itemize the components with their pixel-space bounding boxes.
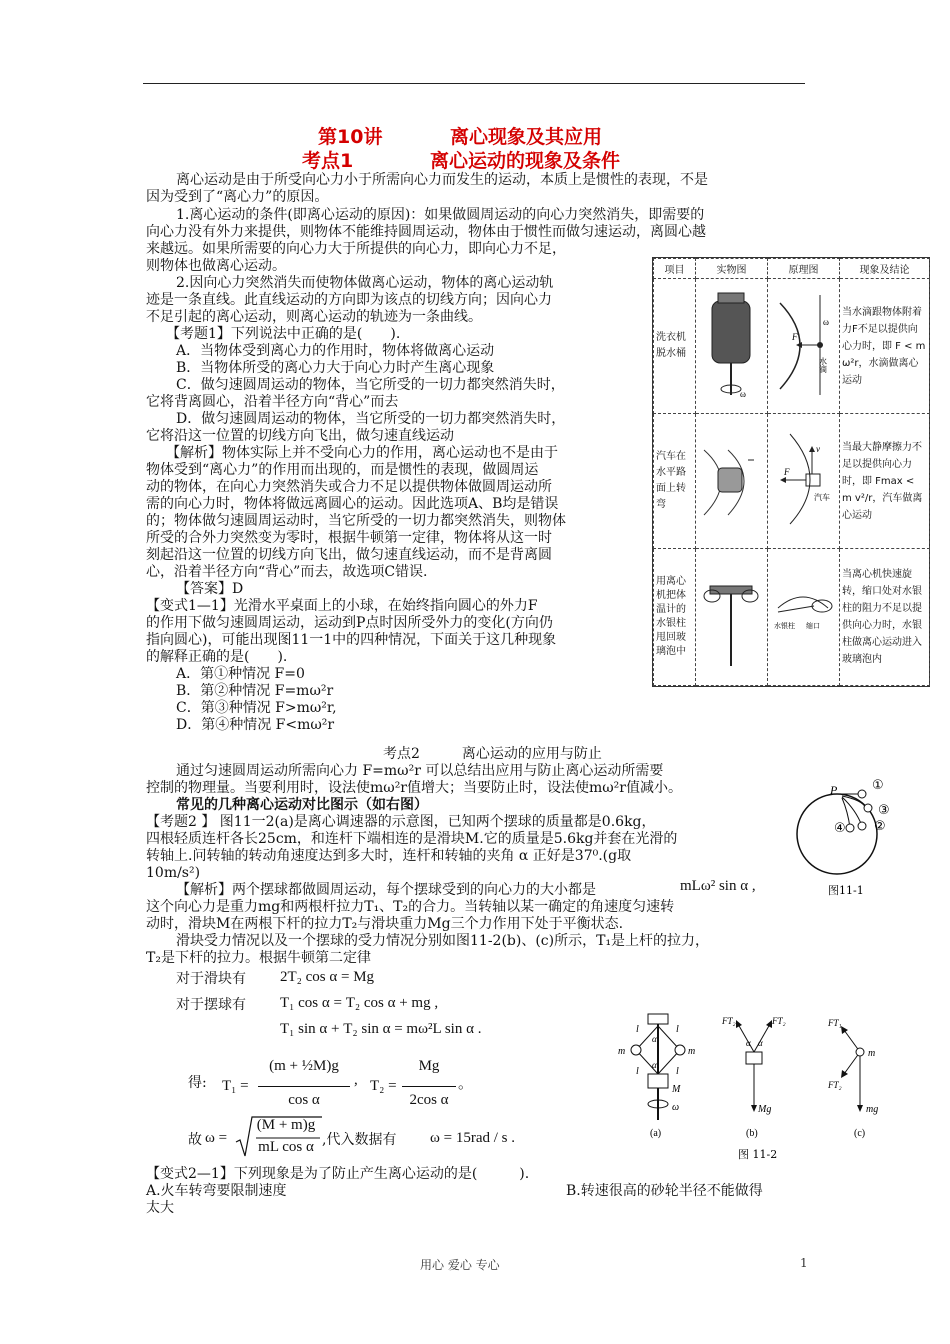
fig112-alpha-2: α	[652, 1060, 657, 1070]
row1-force-label: F	[792, 331, 798, 342]
row1-omega-label: ω	[740, 388, 746, 399]
fig112-b-Mg: Mg	[758, 1104, 772, 1115]
text-line: 物体受到“离心力”的作用而出现的，而是惯性的表现，做圆周运	[146, 462, 539, 478]
car-turn-drawing	[698, 420, 764, 540]
text-line: 的解释正确的是( ).	[146, 649, 288, 665]
section-title: 离心运动的现象及条件	[430, 150, 621, 172]
text-line: 动时，滑块M在两根下杆的拉力T₂与滑块重力Mg三个力作用下处于平衡状态.	[146, 916, 624, 932]
text-line: 对于摆球有	[176, 997, 246, 1013]
washing-drum-drawing	[698, 285, 764, 405]
row2-force-label: F	[784, 466, 790, 477]
text-line: 【考题2 】 图11一2(a)是离心调速器的示意图，已知两个摆球的质量都是0.6kg，	[146, 814, 656, 830]
fig112-l4: l	[676, 1066, 679, 1077]
figure-11-2	[606, 1012, 906, 1162]
formula-t2-num: Mg	[418, 1058, 440, 1074]
text-line: B．当物体所受的离心力大于向心力时产生离心现象	[176, 360, 495, 376]
table-row2-photo	[696, 414, 768, 549]
footer-text: 用心 爱心 专心	[420, 1258, 500, 1272]
page-number: 1	[800, 1256, 808, 1270]
text-line: 常见的几种离心运动对比图示（如右图）	[176, 797, 428, 813]
text-line: 的作用下做匀速圆周运动，运动到P点时因所受外力的变化(方向仍	[146, 615, 553, 631]
text-line: 1.离心运动的条件(即离心运动的原因)：如果做圆周运动的向心力突然消失，即需要的	[176, 207, 705, 223]
text-line: 转轴上.问转轴的转动角速度达到多大时，连杆和转轴的夹角 α 正好是37⁰.(g取	[146, 848, 632, 864]
formula-t1-bar	[258, 1086, 350, 1087]
text-line: A．当物体受到离心力的作用时，物体将做离心运动	[176, 343, 495, 359]
table-row2-item: 汽车在水平路面上转弯	[654, 414, 696, 549]
table-row3-photo	[696, 549, 768, 686]
text-line: T₂是下杆的拉力。根据牛顿第二定律	[146, 950, 371, 966]
text-line: 得:	[188, 1075, 207, 1091]
text-line: 故	[188, 1132, 202, 1148]
text-line: 指向圆心)，可能出现图11一1中的四种情况，下面关于这几种现象	[146, 632, 557, 648]
fig112-c-ft1: FT₁	[828, 1018, 842, 1028]
formula-sep: ,	[354, 1072, 358, 1088]
washing-drum-principle	[770, 285, 836, 405]
table-row1-item: 洗衣机脱水桶	[654, 279, 696, 414]
row3-neck-label: 缩口	[806, 621, 820, 630]
text-line: A．第①种情况 F=0	[176, 666, 305, 682]
text-line: C．第③种情况 F>mω²r,	[176, 700, 337, 716]
text-line: 【解析】物体实际上并不受向心力的作用，离心运动也不是由于	[166, 445, 558, 461]
fig112-M: M	[672, 1084, 681, 1095]
formula-t1-lhs: T₁ =	[222, 1078, 249, 1094]
table-row2-conclusion: 当最大静摩擦力不足以提供向心力时，即 Fmax < m v²/r，汽车做离心运动	[840, 414, 930, 549]
text-line: 太大	[146, 1200, 174, 1216]
text-line: 因为受到了“离心力”的原因。	[146, 189, 329, 205]
lecture-title: 离心现象及其应用	[450, 126, 603, 148]
formula-t1-num: (m + ½M)g	[269, 1058, 339, 1074]
table-row3-conclusion: 当离心机快速旋转，缩口处对水银柱的阻力不足以提供向心力时，水银柱做离心运动进入玻璃泡内	[840, 549, 930, 686]
table-row3-principle	[768, 549, 840, 686]
text-line: 迹是一条直线。此直线运动的方向即为该点的切线方向；因向心力	[146, 292, 552, 308]
table-row1-photo	[696, 279, 768, 414]
text-line: 四根轻质连杆各长25cm，和连杆下端相连的是滑块M.它的质量是5.6kg并套在光滑的	[146, 831, 678, 847]
text-line: 滑块受力情况以及一个摆球的受力情况分别如图11-2(b)、(c)所示，T₁是上杆的拉力，	[176, 933, 710, 949]
fig112-l2: l	[676, 1024, 679, 1035]
fig112-c-mg: mg	[866, 1104, 879, 1115]
lecture-number: 第10讲	[318, 126, 383, 148]
text-line: 所受的合外力突然变为零时，根据牛顿第一定律，物体将从这一时	[146, 530, 552, 546]
section-number: 考点1	[302, 150, 354, 172]
fig111-label-3: ③	[878, 803, 890, 818]
fig112-a: (a)	[650, 1128, 662, 1139]
text-line: 这个向心力是重力mg和两根杆拉力T₁、T₂的合力。当转轴以某一确定的角速度匀速转	[146, 899, 675, 915]
fig111-caption: 图11-1	[828, 884, 864, 897]
fig112-l3: l	[636, 1066, 639, 1077]
header-rule	[143, 83, 805, 84]
formula-t2-den: 2cos α	[409, 1092, 449, 1108]
centrifuge-principle	[770, 556, 836, 676]
table-header-conclusion: 现象及结论	[840, 259, 930, 279]
fig111-label-1: ①	[872, 778, 884, 793]
row2-car-label: 汽车	[814, 492, 830, 502]
fig112-b-ft2-left: FT₂	[722, 1016, 736, 1026]
text-line: 【考题1】下列说法中正确的是( ).	[166, 326, 401, 342]
table-header-item: 项目	[654, 259, 696, 279]
fig112-alpha-1: α	[652, 1034, 657, 1044]
formula-t1-den: cos α	[288, 1092, 320, 1108]
fig112-m-left: m	[618, 1046, 626, 1057]
text-line: 【解析】两个摆球都做圆周运动，每个摆球受到的向心力的大小都是	[176, 882, 596, 898]
fig112-b-ft2-right: FT₂	[772, 1016, 786, 1026]
text-line: 向心力没有外力来提供，则物体不能维持圆周运动，物体由于惯性而做匀速运动，离圆心越	[146, 224, 706, 240]
fig112-c-ft2: FT₂	[828, 1080, 842, 1090]
text-line: 【变式1—1】光滑水平桌面上的小球，在始终指向圆心的外力F	[146, 598, 538, 614]
text-line: 的；物体做匀速圆周运动时，当它所受的一切力都突然消失，则物体	[146, 513, 566, 529]
text-line: 来越远。如果所需要的向心力大于所提供的向心力，即向心力不足，	[146, 241, 566, 257]
text-line: 【变式2—1】下列现象是为了防止产生离心运动的是( ).	[146, 1166, 530, 1182]
fig111-label-4: ④	[834, 821, 846, 836]
formula-end: 。	[458, 1076, 474, 1092]
row1-water-label: 水滴	[818, 356, 828, 373]
row1-omega-label-2: ω	[823, 316, 829, 327]
formula-ball-2: T₁ sin α + T₂ sin α = mω²L sin α .	[280, 1021, 482, 1037]
text-line: 通过匀速圆周运动所需向心力 F=mω²r 可以总结出应用与防止离心运动所需要	[176, 763, 664, 779]
fig111-label-2: ②	[874, 819, 886, 834]
text-line: 10m/s²)	[146, 865, 201, 881]
formula-ball-1: T₁ cos α = T₂ cos α + mg ,	[280, 995, 439, 1011]
fig111-point-p: P	[830, 783, 838, 797]
text-line: D．做匀速圆周运动的物体，当它所受的一切力都突然消失时，	[176, 411, 566, 427]
text-line: 控制的物理量。当要利用时，设法使mω²r值增大；当要防止时，设法使mω²r值减小。	[146, 780, 682, 796]
text-line: 它将背离圆心，沿着半径方向“背心”而去	[146, 394, 399, 410]
text-line: 则物体也做离心运动。	[146, 258, 286, 274]
text-line: B.转速很高的砂轮半径不能做得	[566, 1183, 763, 1199]
fig112-b-alpha-1: α	[746, 1038, 751, 1048]
text-line: 考点2 离心运动的应用与防止	[383, 746, 602, 762]
centrifuge-drawing	[698, 556, 764, 676]
text-line: A.火车转弯要限制速度	[146, 1183, 287, 1199]
text-line: 【答案】D	[176, 581, 244, 597]
formula-t2-lhs: T₂ =	[370, 1078, 397, 1094]
table-row1-principle	[768, 279, 840, 414]
fig112-b: (b)	[746, 1128, 758, 1139]
text-line: D．第④种情况 F<mω²r	[176, 717, 335, 733]
text-line: 刻起沿这一位置的切线方向飞出，做匀速直线运动，而不是背离圆	[146, 547, 552, 563]
table-header-principle: 原理图	[768, 259, 840, 279]
fig112-omega: ω	[672, 1102, 680, 1113]
formula-t2-bar	[402, 1086, 456, 1087]
formula-block: 2T₂ cos α = Mg	[280, 969, 375, 985]
text-line: 不足引起的离心运动，则离心运动的轨迹为一条曲线。	[146, 309, 482, 325]
formula-w-num: (M + m)g	[256, 1117, 316, 1133]
text-line: ,代入数据有	[322, 1132, 397, 1148]
table-header-photo: 实物图	[696, 259, 768, 279]
formula-centripetal: mLω² sin α ,	[680, 878, 756, 894]
text-line: 动的物体，在向心力突然消失或合力不足以提供物体做圆周运动所	[146, 479, 552, 495]
comparison-table	[652, 257, 930, 687]
text-line: 需的向心力时，物体将做远离圆心的运动。因此选项A、B均是错误	[146, 496, 559, 512]
fig112-c: (c)	[854, 1128, 866, 1139]
text-line: C．做匀速圆周运动的物体，当它所受的一切力都突然消失时，	[176, 377, 565, 393]
figure-11-1	[790, 772, 910, 902]
text-line: 离心运动是由于所受向心力小于所需向心力而发生的运动，本质上是惯性的表现，不是	[176, 172, 708, 188]
fig112-c-m: m	[868, 1048, 876, 1059]
table-row3-item: 用离心机把体温计的水银柱甩回玻璃泡中	[654, 549, 696, 686]
fig112-caption: 图 11-2	[738, 1148, 778, 1161]
row2-velocity-label: v	[816, 443, 820, 454]
text-line: 它将沿这一位置的切线方向飞出，做匀速直线运动	[146, 428, 454, 444]
formula-w-lhs: ω =	[205, 1130, 228, 1146]
fig112-m-right: m	[688, 1046, 696, 1057]
formula-w-den: mL cos α	[258, 1139, 314, 1155]
table-row2-principle	[768, 414, 840, 549]
text-line: 2.因向心力突然消失而使物体做离心运动，物体的离心运动轨	[176, 275, 554, 291]
text-line: B．第②种情况 F=mω²r	[176, 683, 334, 699]
text-line: 心，沿着半径方向“背心”而去，故选项C错误.	[146, 564, 428, 580]
formula-w-value: ω = 15rad / s .	[430, 1130, 515, 1146]
table-row1-conclusion: 当水滴跟物体附着力F不足以提供向心力时，即 F < mω²r，水滴做离心运动	[840, 279, 930, 414]
fig112-b-alpha-2: α	[758, 1038, 763, 1048]
fig112-l1: l	[636, 1024, 639, 1035]
car-turn-principle	[770, 420, 836, 540]
text-line: 对于滑块有	[176, 971, 246, 987]
row3-mercury-label: 水银柱	[774, 621, 795, 630]
